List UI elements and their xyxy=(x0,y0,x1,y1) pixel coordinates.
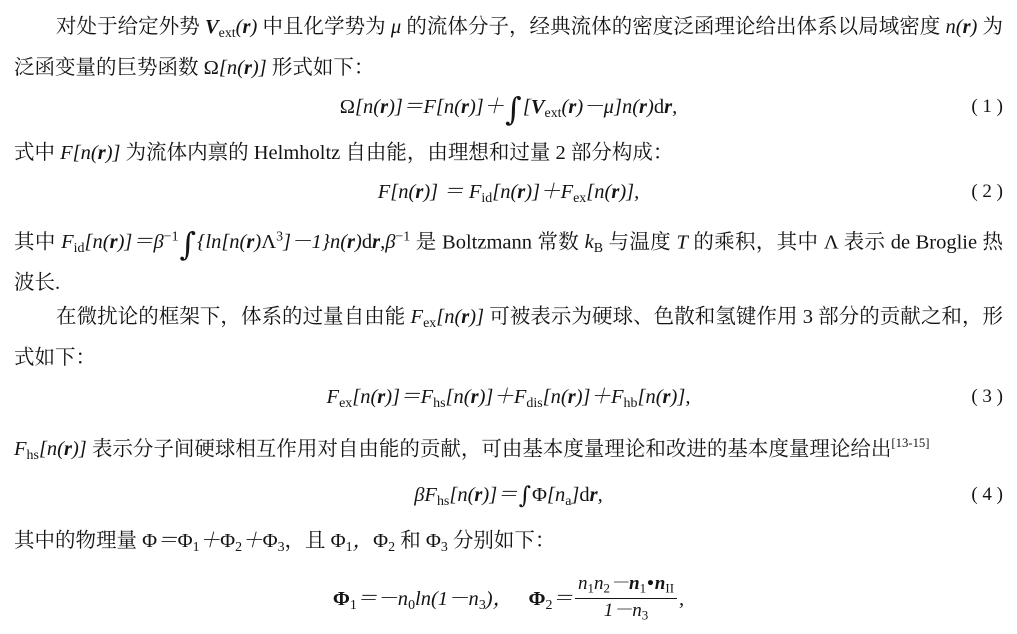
inline-math-lambda: Λ xyxy=(823,231,839,254)
equation-3-number: ( 3 ) xyxy=(971,386,1003,408)
text-run: 和 xyxy=(395,530,426,553)
equation-4 xyxy=(14,475,1003,522)
article-body xyxy=(14,10,1003,634)
paragraph-4 xyxy=(14,300,1003,375)
text-run: 在微扰论的框架下，体系的过量自由能 xyxy=(56,306,411,329)
paragraph-1 xyxy=(14,10,1003,85)
equation-5-body: $\Phi_1=-n_0\ln(1-n_3)$， $\Phi_2=$ $\frac{n_1n_2-n_1•n_{II}}{1-n_3}$ , xyxy=(332,573,685,623)
inline-math-nr: n(r) xyxy=(945,16,978,38)
equation-2-body: $F[n(r)] = F_{id}[n(r)]+F_{ex}[n(r)]$, xyxy=(377,180,640,206)
text-run: 为泛函变量的巨势函数 xyxy=(14,16,1004,79)
equation-4-body: $\beta F_{hs}[n(r)]=\int\Phi[n_a]dr$, xyxy=(414,481,603,510)
text-run: 为流体内禀的 Helmholtz 自由能，由理想和过量 2 部分构成： xyxy=(120,141,674,164)
text-run: 形式如下： xyxy=(266,56,375,79)
text-run: 是 Boltzmann 常数 xyxy=(410,231,585,254)
text-run: 分别如下： xyxy=(447,530,556,553)
paragraph-6 xyxy=(14,524,1003,565)
equation-1-body: $\Omega[n(r)]=F[n(r)]+\int[V_{ext}(r)-\mu]n(r)dr$, xyxy=(339,91,678,128)
text-run: ，且 xyxy=(284,530,331,553)
text-run: 其中的物理量 xyxy=(14,530,143,553)
equation-2 xyxy=(14,172,1003,219)
text-run: 其中 xyxy=(14,231,62,254)
inline-math-phi3: $\Phi_3$ xyxy=(425,530,448,556)
equation-1 xyxy=(14,87,1003,134)
equation-3-body: $F_{ex}[n(r)]=F_{hs}[n(r)]+F_{dis}[n(r)]+F_{hb}[n(r)]$, xyxy=(326,386,691,411)
inline-math-fid: $F_{id}[n(r)]=\beta^{-1}\int\{\ln[n(r)\Lambda^3]-1\}n(r)dr,\beta^{-1}$ xyxy=(61,227,411,264)
text-run: 的乘积，其中 xyxy=(687,231,824,254)
text-run: 表示 de Broglie 热波长. xyxy=(14,231,1004,295)
inline-math-kb: $k_B$ xyxy=(584,231,604,257)
inline-math-t: T xyxy=(676,231,688,254)
inline-math-f: F[n(r)] xyxy=(60,141,121,164)
text-run: 中且化学势为 xyxy=(257,16,391,38)
text-run: 可被表示为硬球、色散和氢键作用 3 部分的贡献之和，形式如下： xyxy=(14,306,1004,370)
equation-1-number: ( 1 ) xyxy=(971,95,1003,117)
equation-2-number: ( 2 ) xyxy=(971,180,1003,202)
inline-math-phi-sum: $\Phi=\Phi_1+\Phi_2+\Phi_3$ xyxy=(142,530,285,556)
equation-3 xyxy=(14,377,1003,424)
paragraph-5 xyxy=(14,426,1003,473)
inline-math-phi12: $\Phi_1$，$\Phi_2$ xyxy=(330,530,396,556)
paragraph-3 xyxy=(14,221,1003,301)
inline-math-omega: Ω[n(r)] xyxy=(203,56,267,79)
inline-math-fhs: $F_{hs}[n(r)]$ xyxy=(14,438,87,464)
equation-4-number: ( 4 ) xyxy=(971,484,1003,506)
text-run: 与温度 xyxy=(603,231,677,254)
text-run: 的流体分子，经典流体的密度泛函理论给出体系以局域密度 xyxy=(401,16,946,38)
text-run: 对处于给定外势 xyxy=(56,16,205,38)
paragraph-2 xyxy=(14,136,1003,170)
inline-math-vext: $V_{ext}(r)$ xyxy=(204,16,258,41)
citation-reference: [13-15] xyxy=(891,436,930,450)
text-run: 式中 xyxy=(14,141,61,164)
inline-math-mu: μ xyxy=(390,16,402,38)
inline-math-fex: $F_{ex}[n(r)]$ xyxy=(410,306,485,332)
text-run: 表示分子间硬球相互作用对自由能的贡献，可由基本度量理论和改进的基本度量理论给出 xyxy=(86,438,892,461)
equation-5 xyxy=(14,573,1003,632)
